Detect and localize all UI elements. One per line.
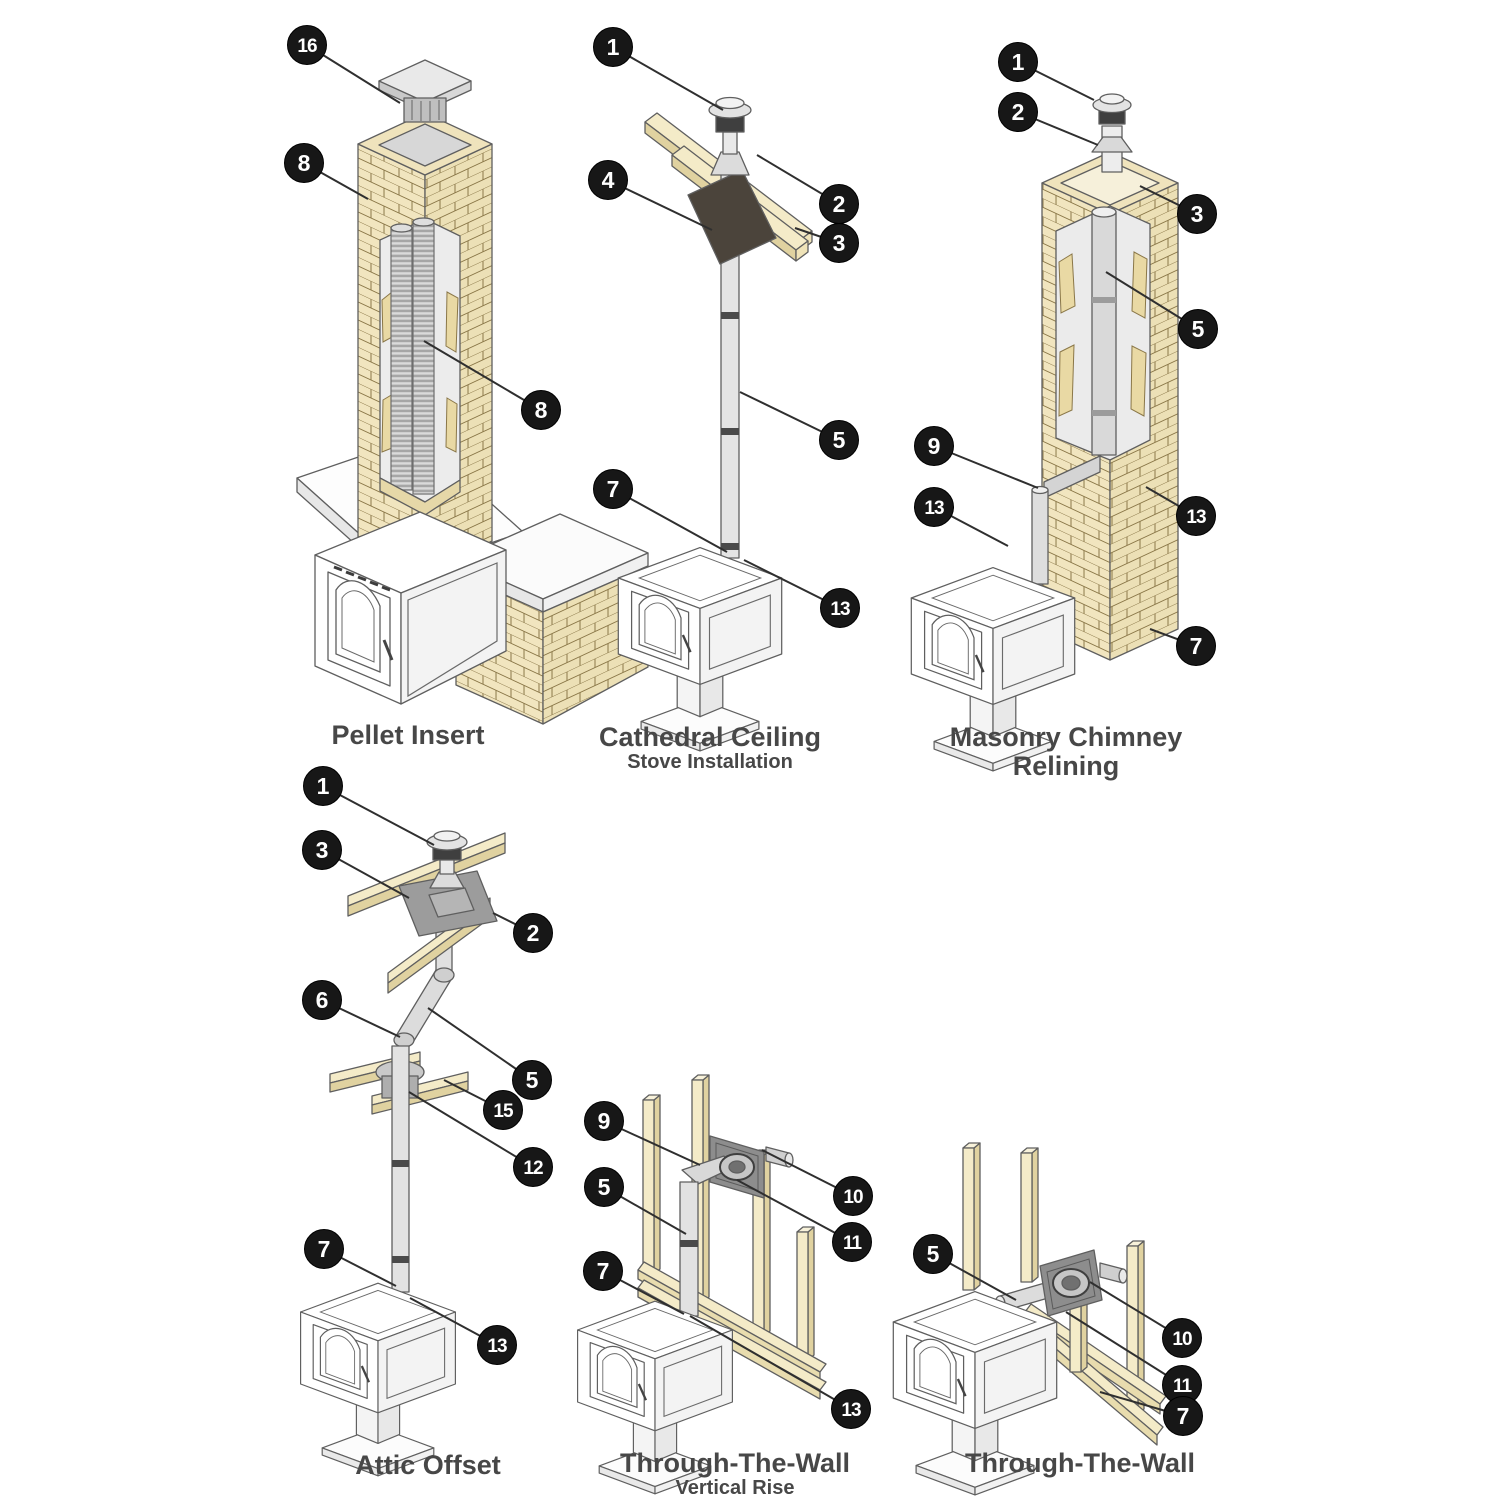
callout-1 xyxy=(594,28,633,67)
cathedral-ceiling-illustration xyxy=(618,98,812,751)
svg-text:13: 13 xyxy=(1186,507,1206,528)
diagram-subtitle-ttw-vertical-rise: Vertical Rise xyxy=(675,1477,795,1499)
svg-text:8: 8 xyxy=(297,150,311,176)
svg-text:16: 16 xyxy=(297,36,317,57)
callout-7 xyxy=(594,470,633,509)
svg-text:7: 7 xyxy=(606,476,620,502)
stove-illustration xyxy=(618,548,781,751)
callout-5 xyxy=(1179,310,1218,349)
svg-text:3: 3 xyxy=(315,837,329,863)
svg-text:7: 7 xyxy=(1176,1403,1190,1429)
attic-offset-illustration xyxy=(301,831,505,1476)
svg-text:15: 15 xyxy=(493,1101,513,1122)
callout-2 xyxy=(999,93,1038,132)
svg-text:13: 13 xyxy=(830,599,850,620)
callout-7 xyxy=(1164,1397,1203,1436)
callout-2 xyxy=(820,185,859,224)
callout-5 xyxy=(914,1235,953,1274)
callout-10 xyxy=(1163,1319,1202,1358)
svg-text:6: 6 xyxy=(315,987,329,1013)
diagram-title-cathedral-ceiling: Cathedral Ceiling xyxy=(598,722,822,752)
callout-15 xyxy=(484,1091,523,1130)
callout-3 xyxy=(820,224,859,263)
pellet-insert-illustration xyxy=(297,60,648,724)
svg-text:13: 13 xyxy=(841,1400,861,1421)
svg-text:5: 5 xyxy=(525,1067,539,1093)
callout-13 xyxy=(1177,497,1216,536)
callout-12 xyxy=(514,1148,553,1187)
callout-7 xyxy=(584,1252,623,1291)
masonry-chimney-relining-illustration xyxy=(911,94,1178,771)
callout-5 xyxy=(513,1061,552,1100)
svg-text:9: 9 xyxy=(597,1108,611,1134)
stove-illustration xyxy=(301,1283,456,1476)
svg-text:3: 3 xyxy=(832,230,846,256)
svg-text:12: 12 xyxy=(523,1158,543,1179)
diagram-title-attic-offset: Attic Offset xyxy=(355,1450,501,1480)
callout-11 xyxy=(833,1223,872,1262)
diagram-title-through-the-wall: Through-The-Wall xyxy=(965,1448,1195,1478)
svg-text:2: 2 xyxy=(832,191,846,217)
svg-text:4: 4 xyxy=(601,167,615,193)
callout-13 xyxy=(478,1326,517,1365)
callout-3 xyxy=(1178,195,1217,234)
callout-16 xyxy=(288,26,327,65)
callout-5 xyxy=(820,421,859,460)
svg-text:5: 5 xyxy=(832,427,846,453)
svg-text:13: 13 xyxy=(487,1336,507,1357)
diagram-subtitle-masonry-chimney: Relining xyxy=(1012,751,1120,781)
callout-6 xyxy=(303,981,342,1020)
callout-7 xyxy=(305,1230,344,1269)
svg-text:7: 7 xyxy=(596,1258,610,1284)
callout-8 xyxy=(285,144,324,183)
diagram-subtitle-cathedral-ceiling: Stove Installation xyxy=(627,751,793,773)
svg-text:10: 10 xyxy=(1172,1329,1192,1350)
svg-text:7: 7 xyxy=(317,1236,331,1262)
callout-7 xyxy=(1177,627,1216,666)
diagram-title-ttw-vertical-rise: Through-The-Wall xyxy=(620,1448,850,1478)
svg-text:2: 2 xyxy=(1011,99,1025,125)
svg-text:1: 1 xyxy=(606,34,620,60)
svg-text:5: 5 xyxy=(1191,316,1205,342)
callout-1 xyxy=(304,767,343,806)
svg-text:1: 1 xyxy=(1011,49,1025,75)
svg-text:11: 11 xyxy=(1172,1376,1192,1397)
callout-13 xyxy=(832,1390,871,1429)
callout-5 xyxy=(585,1168,624,1207)
svg-text:8: 8 xyxy=(534,397,548,423)
callout-13 xyxy=(915,488,954,527)
callout-1 xyxy=(999,43,1038,82)
callout-13 xyxy=(821,589,860,628)
svg-text:9: 9 xyxy=(927,433,941,459)
svg-text:11: 11 xyxy=(842,1233,862,1254)
svg-text:5: 5 xyxy=(597,1174,611,1200)
callout-9 xyxy=(915,427,954,466)
svg-text:13: 13 xyxy=(924,498,944,519)
callout-9 xyxy=(585,1102,624,1141)
svg-text:7: 7 xyxy=(1189,633,1203,659)
svg-text:3: 3 xyxy=(1190,201,1204,227)
callout-3 xyxy=(303,831,342,870)
callout-2 xyxy=(514,914,553,953)
callout-8 xyxy=(522,391,561,430)
diagram-title-masonry-chimney: Masonry Chimney xyxy=(949,722,1183,752)
svg-text:2: 2 xyxy=(526,920,540,946)
svg-text:1: 1 xyxy=(316,773,330,799)
callout-10 xyxy=(834,1177,873,1216)
callout-4 xyxy=(589,161,628,200)
svg-text:10: 10 xyxy=(843,1187,863,1208)
through-the-wall-illustration xyxy=(893,1143,1166,1495)
svg-text:5: 5 xyxy=(926,1241,940,1267)
diagram-title-pellet-insert: Pellet Insert xyxy=(331,720,485,750)
